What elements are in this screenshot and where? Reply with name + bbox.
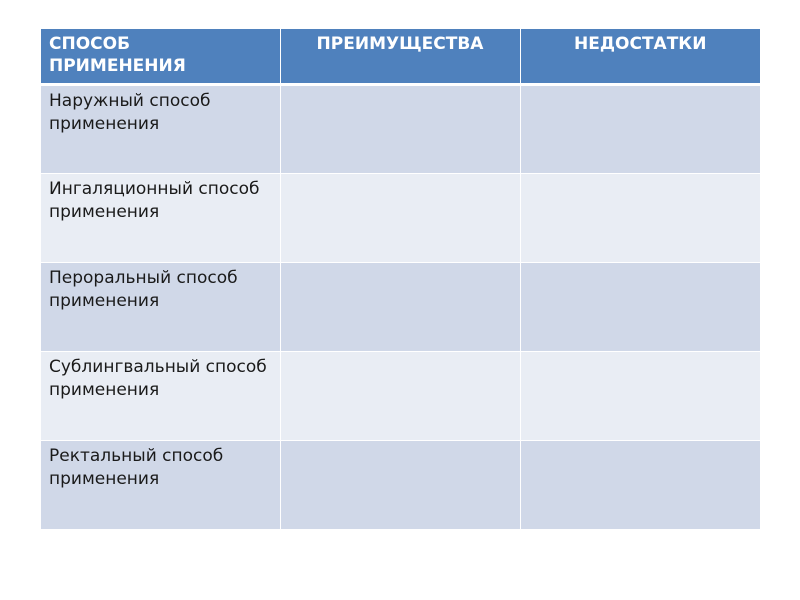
table-row bbox=[41, 440, 760, 529]
table-header-row bbox=[41, 29, 760, 84]
cell-disadvantages bbox=[520, 351, 760, 440]
cell-method: Сублингвальный способ применения bbox=[41, 351, 280, 440]
cell-advantages bbox=[280, 351, 520, 440]
cell-disadvantages bbox=[520, 84, 760, 173]
cell-disadvantages bbox=[520, 262, 760, 351]
cell-method: Пероральный способ применения bbox=[41, 262, 280, 351]
cell-advantages bbox=[280, 173, 520, 262]
header-method: СПОСОБ ПРИМЕНЕНИЯ bbox=[41, 29, 280, 84]
cell-method: Ингаляционный способ применения bbox=[41, 173, 280, 262]
cell-advantages bbox=[280, 440, 520, 529]
cell-advantages bbox=[280, 84, 520, 173]
table-row bbox=[41, 84, 760, 173]
cell-disadvantages bbox=[520, 173, 760, 262]
header-advantages: ПРЕИМУЩЕСТВА bbox=[280, 29, 520, 84]
administration-routes-table bbox=[41, 29, 760, 530]
cell-advantages bbox=[280, 262, 520, 351]
cell-method: Наружный способ применения bbox=[41, 84, 280, 173]
cell-disadvantages bbox=[520, 440, 760, 529]
table-row bbox=[41, 262, 760, 351]
table-row bbox=[41, 173, 760, 262]
header-disadvantages: НЕДОСТАТКИ bbox=[520, 29, 760, 84]
cell-method: Ректальный способ применения bbox=[41, 440, 280, 529]
table-row bbox=[41, 351, 760, 440]
